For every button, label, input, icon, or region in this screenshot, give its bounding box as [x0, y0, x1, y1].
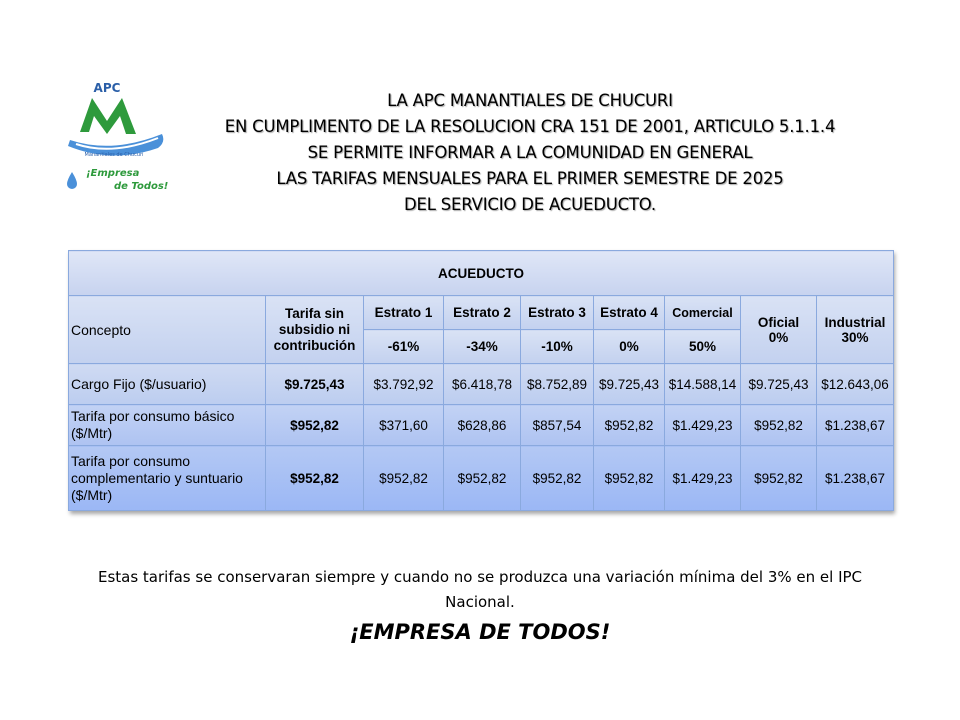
- row-value: $952,82: [521, 446, 594, 511]
- row-value: $857,54: [521, 405, 594, 446]
- pct-estrato-2: -34%: [444, 330, 521, 364]
- row-value: $952,82: [741, 405, 817, 446]
- header-line: EN CUMPLIMENTO DE LA RESOLUCION CRA 151 DE 2001, ARTICULO 5.1.1.4: [224, 117, 836, 136]
- oficial-pct: 0%: [768, 329, 789, 345]
- pct-comercial: 50%: [665, 330, 741, 364]
- table-row: [69, 405, 894, 446]
- col-header-industrial: [817, 296, 894, 364]
- col-header-estrato-1: Estrato 1: [364, 296, 444, 330]
- company-logo: [62, 76, 172, 196]
- row-value: $371,60: [364, 405, 444, 446]
- header-line: LAS TARIFAS MENSUALES PARA EL PRIMER SEMESTRE DE 2025: [276, 169, 784, 188]
- water-drop-icon: [67, 172, 77, 189]
- logo-m-shape: [80, 98, 136, 134]
- header-line: LA APC MANANTIALES DE CHUCURI: [387, 91, 673, 110]
- row-value: $12.643,06: [817, 364, 894, 405]
- announcement-header: [160, 88, 900, 218]
- table-row: [69, 364, 894, 405]
- logo-acronym: APC: [93, 81, 121, 95]
- logo-ring-text: Manantiales de Chucuri: [84, 152, 144, 158]
- col-header-estrato-2: Estrato 2: [444, 296, 521, 330]
- row-value: $8.752,89: [521, 364, 594, 405]
- col-header-comercial: Comercial: [665, 296, 741, 330]
- industrial-pct: 30%: [841, 329, 869, 345]
- table-title: ACUEDUCTO: [69, 251, 894, 296]
- row-base-value: $952,82: [266, 446, 364, 511]
- tariff-table: [68, 250, 893, 511]
- row-concept: Tarifa por consumo básico ($/Mtr): [69, 405, 266, 446]
- row-concept: Tarifa por consumo complementario y suntuario ($/Mtr): [69, 446, 266, 511]
- pct-estrato-4: 0%: [594, 330, 665, 364]
- row-base-value: $952,82: [266, 405, 364, 446]
- conservation-note: Estas tarifas se conservaran siempre y cuando no se produzca una variación mínima del 3% en el IPC Nacional.: [97, 568, 863, 611]
- row-value: $14.588,14: [665, 364, 741, 405]
- concept-header: Concepto: [69, 296, 266, 364]
- col-header-estrato-4: Estrato 4: [594, 296, 665, 330]
- logo-slogan-line2: de Todos!: [114, 181, 169, 192]
- header-line: SE PERMITE INFORMAR A LA COMUNIDAD EN GENERAL: [307, 143, 753, 162]
- pct-estrato-1: -61%: [364, 330, 444, 364]
- table-row: [69, 446, 894, 511]
- oficial-label: Oficial: [757, 314, 800, 330]
- row-value: $3.792,92: [364, 364, 444, 405]
- header-line: DEL SERVICIO DE ACUEDUCTO.: [404, 195, 656, 214]
- company-motto: ¡EMPRESA DE TODOS!: [349, 620, 611, 644]
- base-tariff-header: Tarifa sin subsidio ni contribución: [266, 296, 364, 364]
- row-value: $6.418,78: [444, 364, 521, 405]
- row-base-value: $9.725,43: [266, 364, 364, 405]
- row-value: $952,82: [594, 446, 665, 511]
- row-value: $952,82: [594, 405, 665, 446]
- row-value: $1.429,23: [665, 405, 741, 446]
- row-concept: Cargo Fijo ($/usuario): [69, 364, 266, 405]
- row-value: $952,82: [741, 446, 817, 511]
- row-value: $1.238,67: [817, 405, 894, 446]
- industrial-label: Industrial: [824, 314, 886, 330]
- row-value: $9.725,43: [594, 364, 665, 405]
- logo-slogan-line1: ¡Empresa: [86, 168, 140, 179]
- row-value: $952,82: [444, 446, 521, 511]
- pct-estrato-3: -10%: [521, 330, 594, 364]
- col-header-oficial: [741, 296, 817, 364]
- col-header-estrato-3: Estrato 3: [521, 296, 594, 330]
- row-value: $952,82: [364, 446, 444, 511]
- row-value: $1.238,67: [817, 446, 894, 511]
- row-value: $1.429,23: [665, 446, 741, 511]
- row-value: $628,86: [444, 405, 521, 446]
- row-value: $9.725,43: [741, 364, 817, 405]
